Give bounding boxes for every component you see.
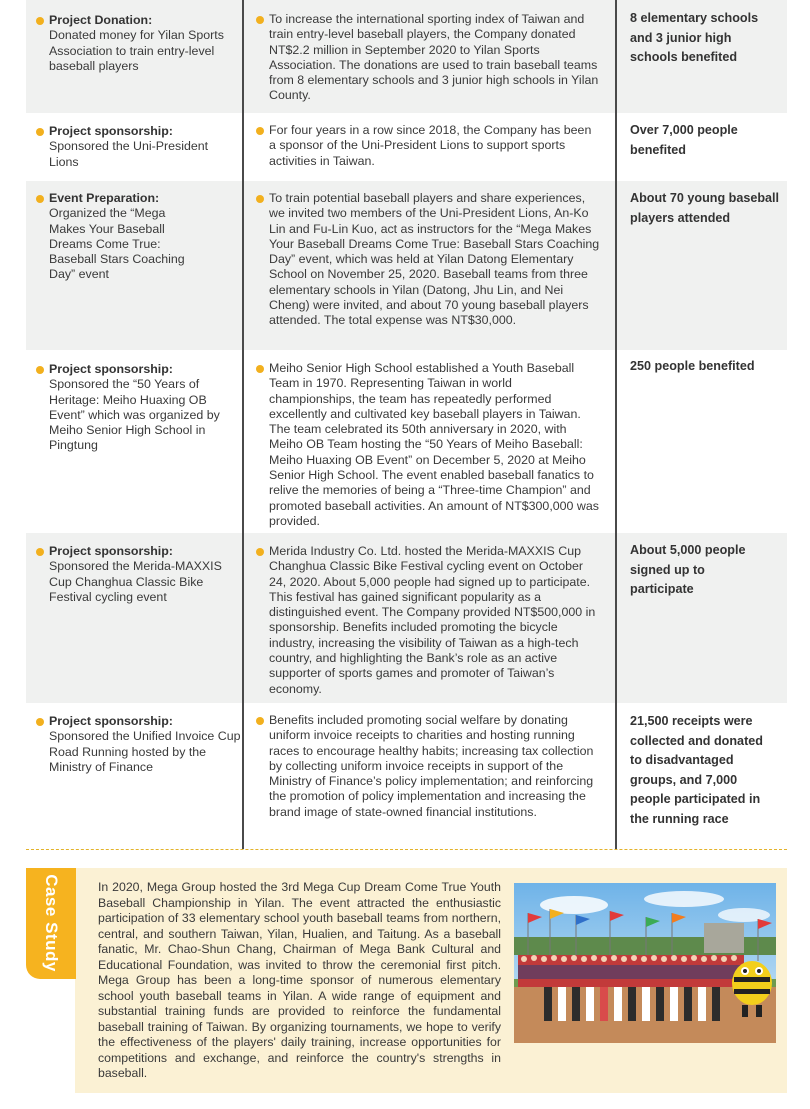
project-body: Donated money for Yilan Sports Association to train entry-level baseball players [49,28,224,73]
case-study-tab [26,868,76,979]
table-row [26,703,787,849]
bullet-icon [256,365,264,373]
description-text: Benefits included promoting social welfare by donating uniform invoice receipts to charities and hosting running races to encourage healthy habits; increasing tax collection by collecting uniform invoice receipts in support of the Ministry of Finance’s policy implementation; and reinforcing the promotion of policy implementation and increasing the brand image of state-owned financial institutions. [269,713,594,819]
bullet-icon [256,195,264,203]
description-text: To increase the international sporting index of Taiwan and train entry-level baseball players, the Company donated NT$2.2 million in September 2020 to Yilan Sports Association. The donations are used to train baseball teams from 8 elementary schools and 3 junior high schools in Yilan County. [269,12,599,103]
column-divider [615,0,617,849]
table-row [26,113,787,181]
project-body: Sponsored the “50 Years of Heritage: Meiho Huaxing OB Event” which was organized by Meiho Senior High School in Pingtung [49,377,220,453]
bullet-icon [36,548,44,556]
bullet-icon [36,128,44,136]
project-cell [36,544,241,605]
bullet-icon [36,366,44,374]
column-divider [242,0,244,849]
project-title: Project sponsorship: [49,362,173,376]
description-text: For four years in a row since 2018, the Company has been a sponsor of the Uni-President Lions to support sports activities in Taiwan. [269,123,592,168]
project-body: Sponsored the Merida-MAXXIS Cup Changhua Classic Bike Festival cycling event [49,559,222,604]
case-study-text: In 2020, Mega Group hosted the 3rd Mega Cup Dream Come True Youth Baseball Championship in Yilan. The event attracted the enthusiastic participation of 33 elementary school youth baseball teams from northern, central, and southern Taiwan, Yilan, Hualien, and Taitung. As a baseball fanatic, Mr. Chao-Shun Chang, Chairman of Mega Bank Cultural and Educational Foundation, was invited to throw the ceremonial first pitch. Mega Group has been a long-time sponsor of numerous elementary school youth baseball teams in Yilan. A wide range of equipment and substantial training funds are provided to reinforce the fundamental baseball training of Taiwan. By organizing tournaments, we hope to verify the effectiveness of the players' daily training, increase opportunities for competitions and exchange, and reinforce the country's strengths in baseball. [98,880,501,1080]
project-body: Sponsored the Uni-President Lions [49,139,209,169]
bullet-icon [256,16,264,24]
description-cell [256,191,601,329]
result-cell: 21,500 receipts were collected and donated to disadvantaged groups, and 7,000 people participated in the running race [630,714,763,826]
result-cell: About 70 young baseball players attended [630,191,780,225]
description-cell [256,713,601,820]
project-title: Project sponsorship: [49,544,173,558]
section-divider [26,849,787,850]
description-text: Meiho Senior High School established a Youth Baseball Team in 1970. Representing Taiwan in world championships, the team has repeatedly performed excellently and cultivated key baseball players in Taiwan. The team celebrated its 50th anniversary in 2020, with Meiho OB Team hosting the “50 Years of Meiho Baseball: Meiho Huaxing OB Event” on December 5, 2020 at Meiho Senior High School. The event enabled baseball fanatics to relive the memories of being a “Three-time Champion” and promoted baseball activities. An amount of NT$300,000 was provided. [269,361,599,528]
result-cell: Over 7,000 people benefited [630,123,738,157]
table-row [26,350,787,533]
bullet-icon [36,718,44,726]
table-row [26,533,787,703]
bullet-icon [256,548,264,556]
project-cell [36,362,241,454]
project-cell [36,13,241,74]
project-title: Project sponsorship: [49,124,173,138]
bullet-icon [256,717,264,725]
description-text: To train potential baseball players and share experiences, we invited two members of the Uni-President Lions, An-Ko Lin and Fu-Lin Kuo, act as instructors for the “Mega Makes Your Baseball Dreams Come True: Baseball Stars Coaching Day” event, which was held at Yilan Datong Elementary School on November 25, 2020. Baseball teams from three elementary schools in Yilan (Datong, Jhu Lin, and Nei Cheng) were invited, and about 70 young baseball players attended. The total expense was NT$30,000. [269,191,600,328]
description-text: Merida Industry Co. Ltd. hosted the Merida-MAXXIS Cup Changhua Classic Bike Festival cycling event on October 24, 2020. About 5,000 people had signed up to participate. This festival has gained significant popularity as a distinguished event. The Company provided NT$500,000 in sponsorship. Benefits included promoting the bicycle industry, increasing the visibility of Taiwan as a high-tech country, and highlighting the Bank’s role as an active supporter of sports games and promoter of Taiwan’s economy. [269,544,596,696]
case-study-label: Case Study [42,874,61,972]
table-row [26,0,787,113]
description-cell [256,544,601,697]
table-row [26,181,787,350]
result-cell: 8 elementary schools and 3 junior high schools benefited [630,11,759,64]
bullet-icon [36,195,44,203]
project-cell [36,124,241,170]
project-title: Event Preparation: [49,191,160,205]
project-cell [36,191,241,283]
bullet-icon [36,17,44,25]
baseball-group-photo [514,883,776,1043]
description-cell [256,361,601,529]
project-cell [36,714,241,775]
result-cell: 250 people benefited [630,359,755,373]
bullet-icon [256,127,264,135]
description-cell [256,123,601,169]
project-title: Project sponsorship: [49,714,173,728]
project-body: Organized the “Mega Makes Your Baseball Dreams Come True: Baseball Stars Coaching Day” event [49,206,185,282]
project-body: Sponsored the Unified Invoice Cup Road Running hosted by the Ministry of Finance [49,729,241,774]
project-title: Project Donation: [49,13,153,27]
description-cell [256,12,601,104]
result-cell: About 5,000 people signed up to participate [630,543,746,596]
